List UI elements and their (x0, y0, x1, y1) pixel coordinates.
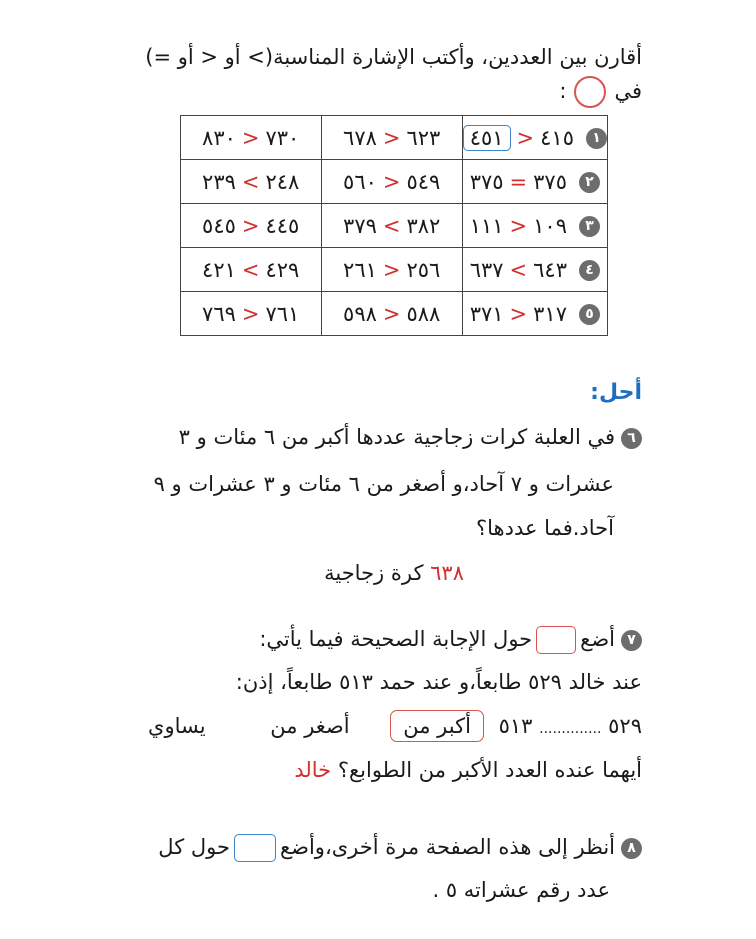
left-number: ٦٢٣ (406, 125, 441, 150)
q6-answer-unit: كرة زجاجية (324, 561, 424, 585)
comparison-sign: < (516, 125, 535, 150)
left-number: ٦٤٣ (533, 257, 567, 282)
q6-answer (324, 561, 464, 585)
comparison-sign: < (382, 257, 401, 282)
left-number: ٧٣٠ (265, 125, 300, 150)
comparison-sign: < (382, 169, 401, 194)
comparison-sign: > (241, 169, 260, 194)
left-number: ٣٨٢ (406, 213, 441, 238)
q7-line-2: عند خالد ٥٢٩ طابعاً،و عند حمد ٥١٣ طابعاً، إذن: (235, 670, 642, 694)
q6-number: ٦ (621, 428, 642, 449)
comparison-sign: < (509, 301, 528, 326)
q7-choice-less[interactable]: أصغر من (270, 714, 350, 738)
q6-line-1 (179, 425, 642, 449)
right-number: ٢٣٩ (202, 169, 236, 194)
comparison-cell (321, 292, 462, 336)
row-number: ٢ (579, 172, 600, 193)
row-number: ٥ (579, 304, 600, 325)
comparison-cell (462, 160, 607, 204)
q7-line-1 (259, 626, 642, 654)
comparison-sign: > (382, 213, 401, 238)
right-number: ٤٢١ (202, 257, 236, 282)
comparison-cell (180, 248, 321, 292)
right-number: ١١١ (469, 213, 504, 238)
comparison-sign: < (382, 301, 401, 326)
blue-box-icon (234, 834, 276, 862)
row-number: ٤ (579, 260, 600, 281)
left-number: ٤٢٩ (265, 257, 300, 282)
comparison-cell (462, 248, 607, 292)
comparison-row (180, 248, 607, 292)
q8-line-2: عدد رقم عشراته ٥ . (432, 878, 610, 902)
intro-line-2-suffix: : (559, 79, 567, 103)
left-number: ٣١٧ (533, 301, 567, 326)
comparison-cell (321, 248, 462, 292)
q8-text-a: أنظر إلى هذه الصفحة مرة أخرى،وأضع (279, 835, 615, 859)
q7-choice-greater[interactable]: أكبر من (390, 710, 484, 742)
left-number: ٤١٥ (540, 125, 574, 150)
comparison-row (180, 116, 607, 160)
q7-text-b: حول الإجابة الصحيحة فيما يأتي: (259, 627, 533, 651)
left-number: ٢٤٨ (265, 169, 300, 194)
red-box-icon (536, 626, 576, 654)
q7-text-a: أضع (580, 627, 615, 651)
comparison-sign: < (241, 125, 260, 150)
section-heading: أحل: (590, 380, 642, 405)
left-number: ٥٤٩ (406, 169, 441, 194)
comparison-sign: = (509, 169, 528, 194)
row-number: ١ (586, 128, 607, 149)
right-number: ٧٦٩ (202, 301, 236, 326)
right-number: ٣٧١ (469, 301, 504, 326)
q6-answer-number: ٦٣٨ (430, 561, 464, 585)
comparison-cell (180, 116, 321, 160)
red-circle-icon (574, 76, 606, 108)
right-number: ٥٤٥ (202, 213, 236, 238)
q7-blank: .............. (539, 721, 602, 737)
left-number: ٢٥٦ (406, 257, 441, 282)
q7-choice-equal[interactable]: يساوي (148, 714, 206, 738)
left-number: ٧٦١ (265, 301, 300, 326)
comparison-row (180, 160, 607, 204)
comparison-cell (462, 116, 607, 160)
right-number: ٦٣٧ (469, 257, 504, 282)
comparison-sign: < (241, 301, 260, 326)
comparison-sign: < (382, 125, 401, 150)
comparison-cell (321, 116, 462, 160)
comparison-sign: < (509, 213, 528, 238)
comparison-table (180, 115, 608, 336)
comparison-cell (180, 160, 321, 204)
q6-line-2: عشرات و ٧ آحاد،و أصغر من ٦ مئات و ٣ عشرات و ٩ (153, 472, 614, 496)
q7-line-3 (148, 714, 642, 738)
left-number: ١٠٩ (533, 213, 567, 238)
q7-number: ٧ (621, 630, 642, 651)
q7-left-number: ٥٢٩ (608, 714, 642, 738)
comparison-cell (180, 204, 321, 248)
comparison-cell (462, 204, 607, 248)
comparison-cell (321, 204, 462, 248)
q6-text-1: في العلبة كرات زجاجية عددها أكبر من ٦ مئات و ٣ (178, 425, 615, 449)
comparison-row (180, 204, 607, 248)
q7-line-4 (294, 758, 642, 782)
q8-text-b: حول كل (158, 835, 230, 859)
q8-line-1 (158, 834, 642, 862)
comparison-cell (462, 292, 607, 336)
q7-question: أيهما عنده العدد الأكبر من الطوابع؟ (337, 758, 642, 782)
comparison-cell (321, 160, 462, 204)
row-number: ٣ (579, 216, 600, 237)
intro-instructions (82, 40, 642, 108)
q7-right-number: ٥١٣ (498, 714, 533, 738)
right-number: ٨٣٠ (202, 125, 236, 150)
boxed-number: ٤٥١ (463, 125, 511, 151)
right-number: ٥٦٠ (343, 169, 377, 194)
right-number: ٢٦١ (343, 257, 377, 282)
comparison-cell (180, 292, 321, 336)
comparison-sign: < (241, 213, 260, 238)
comparison-row (180, 292, 607, 336)
left-number: ٤٤٥ (265, 213, 300, 238)
q8-number: ٨ (621, 838, 642, 859)
intro-line-1: أقارن بين العددين، وأكتب الإشارة المناسبة(> أو < أو =) (145, 45, 642, 69)
intro-line-2 (82, 74, 642, 108)
comparison-sign: > (241, 257, 260, 282)
right-number: ٦٧٨ (343, 125, 377, 150)
left-number: ٣٧٥ (533, 169, 567, 194)
comparison-sign: > (509, 257, 528, 282)
right-number: ٣٧٥ (469, 169, 504, 194)
left-number: ٥٨٨ (406, 301, 441, 326)
right-number: ٥٩٨ (343, 301, 377, 326)
q7-answer: خالد (294, 758, 332, 782)
q6-line-3: آحاد.فما عددها؟ (475, 516, 614, 540)
intro-line-2-prefix: في (614, 79, 642, 103)
right-number: ٣٧٩ (343, 213, 377, 238)
